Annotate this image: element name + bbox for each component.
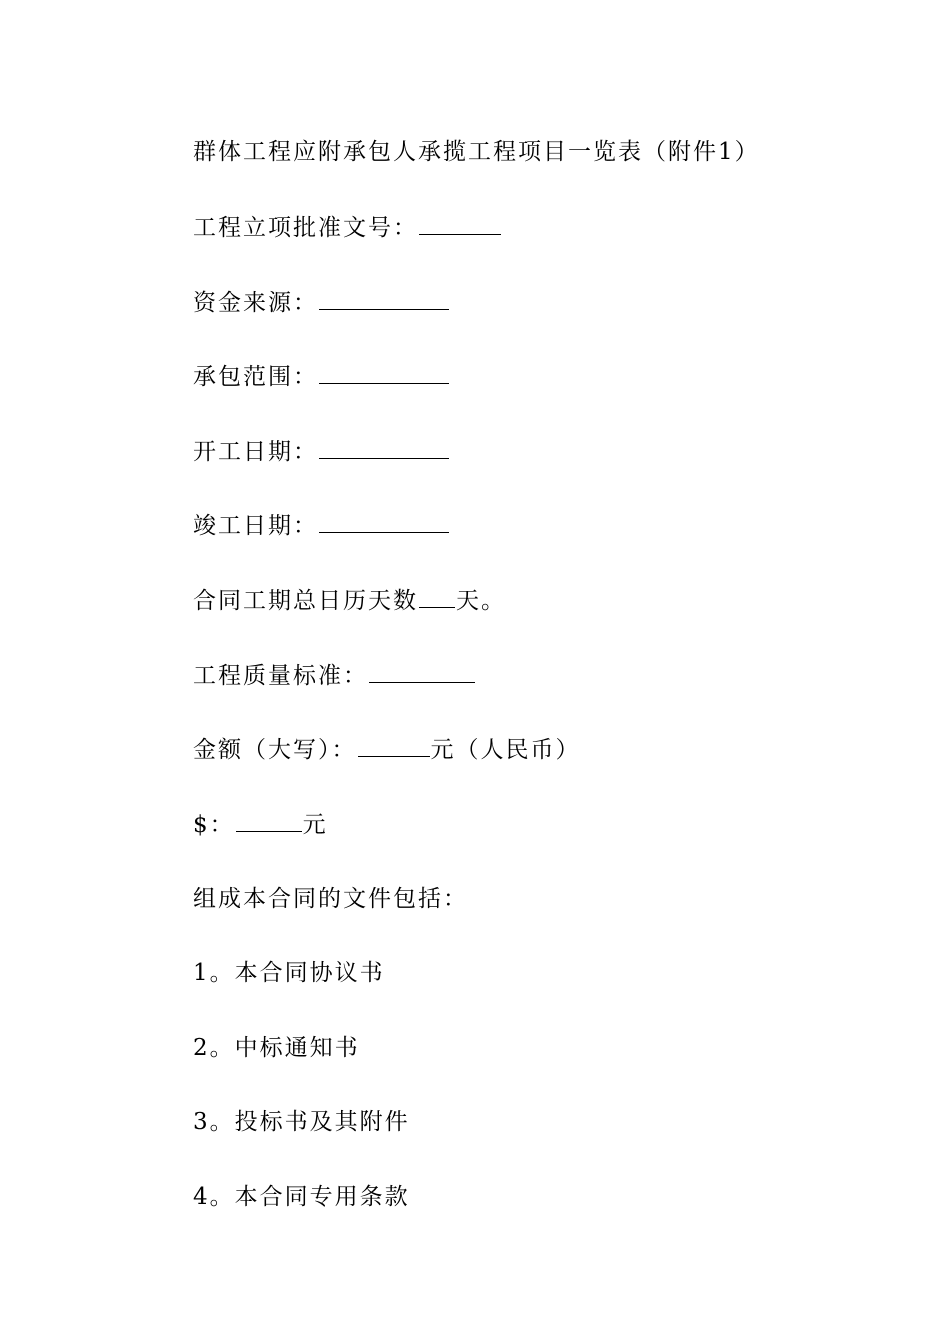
field-blank bbox=[319, 287, 449, 310]
amount-figure-label: $： bbox=[193, 812, 235, 838]
field-blank bbox=[319, 436, 449, 459]
amount-figure-blank bbox=[236, 809, 302, 832]
document-list-item: 1。本合同协议书 bbox=[193, 960, 385, 986]
field-blank bbox=[319, 510, 449, 533]
duration-blank bbox=[419, 585, 455, 608]
field-blank bbox=[419, 212, 501, 235]
amount-figure-suffix: 元 bbox=[302, 812, 328, 838]
field-label: 资金来源： bbox=[193, 290, 318, 316]
field-label: 承包范围： bbox=[193, 364, 318, 390]
field-approval-number bbox=[193, 212, 502, 243]
contract-duration-line bbox=[193, 585, 506, 616]
field-completion-date bbox=[193, 510, 450, 541]
amount-words-blank bbox=[358, 734, 430, 757]
document-title: 群体工程应附承包人承揽工程项目一览表（附件1） bbox=[193, 139, 760, 165]
field-start-date bbox=[193, 436, 450, 467]
field-funding-source bbox=[193, 287, 450, 318]
field-blank bbox=[319, 361, 449, 384]
amount-words-label: 金额（大写）： bbox=[193, 737, 357, 763]
quality-label: 工程质量标准： bbox=[193, 663, 368, 689]
quality-blank bbox=[369, 660, 475, 683]
field-label: 工程立项批准文号： bbox=[193, 215, 418, 241]
document-list-item: 2。中标通知书 bbox=[193, 1035, 360, 1061]
field-label: 开工日期： bbox=[193, 439, 318, 465]
amount-words-suffix: 元（人民币） bbox=[430, 737, 581, 763]
document-list-item: 3。投标书及其附件 bbox=[193, 1109, 410, 1135]
amount-words-line bbox=[193, 734, 581, 765]
quality-standard-line bbox=[193, 660, 476, 691]
field-contract-scope bbox=[193, 361, 450, 392]
duration-prefix: 合同工期总日历天数 bbox=[193, 588, 418, 614]
amount-figure-line bbox=[193, 809, 328, 840]
duration-suffix: 天。 bbox=[456, 588, 506, 614]
field-label: 竣工日期： bbox=[193, 513, 318, 539]
document-list-item: 4。本合同专用条款 bbox=[193, 1184, 410, 1210]
documents-heading: 组成本合同的文件包括： bbox=[193, 886, 468, 912]
